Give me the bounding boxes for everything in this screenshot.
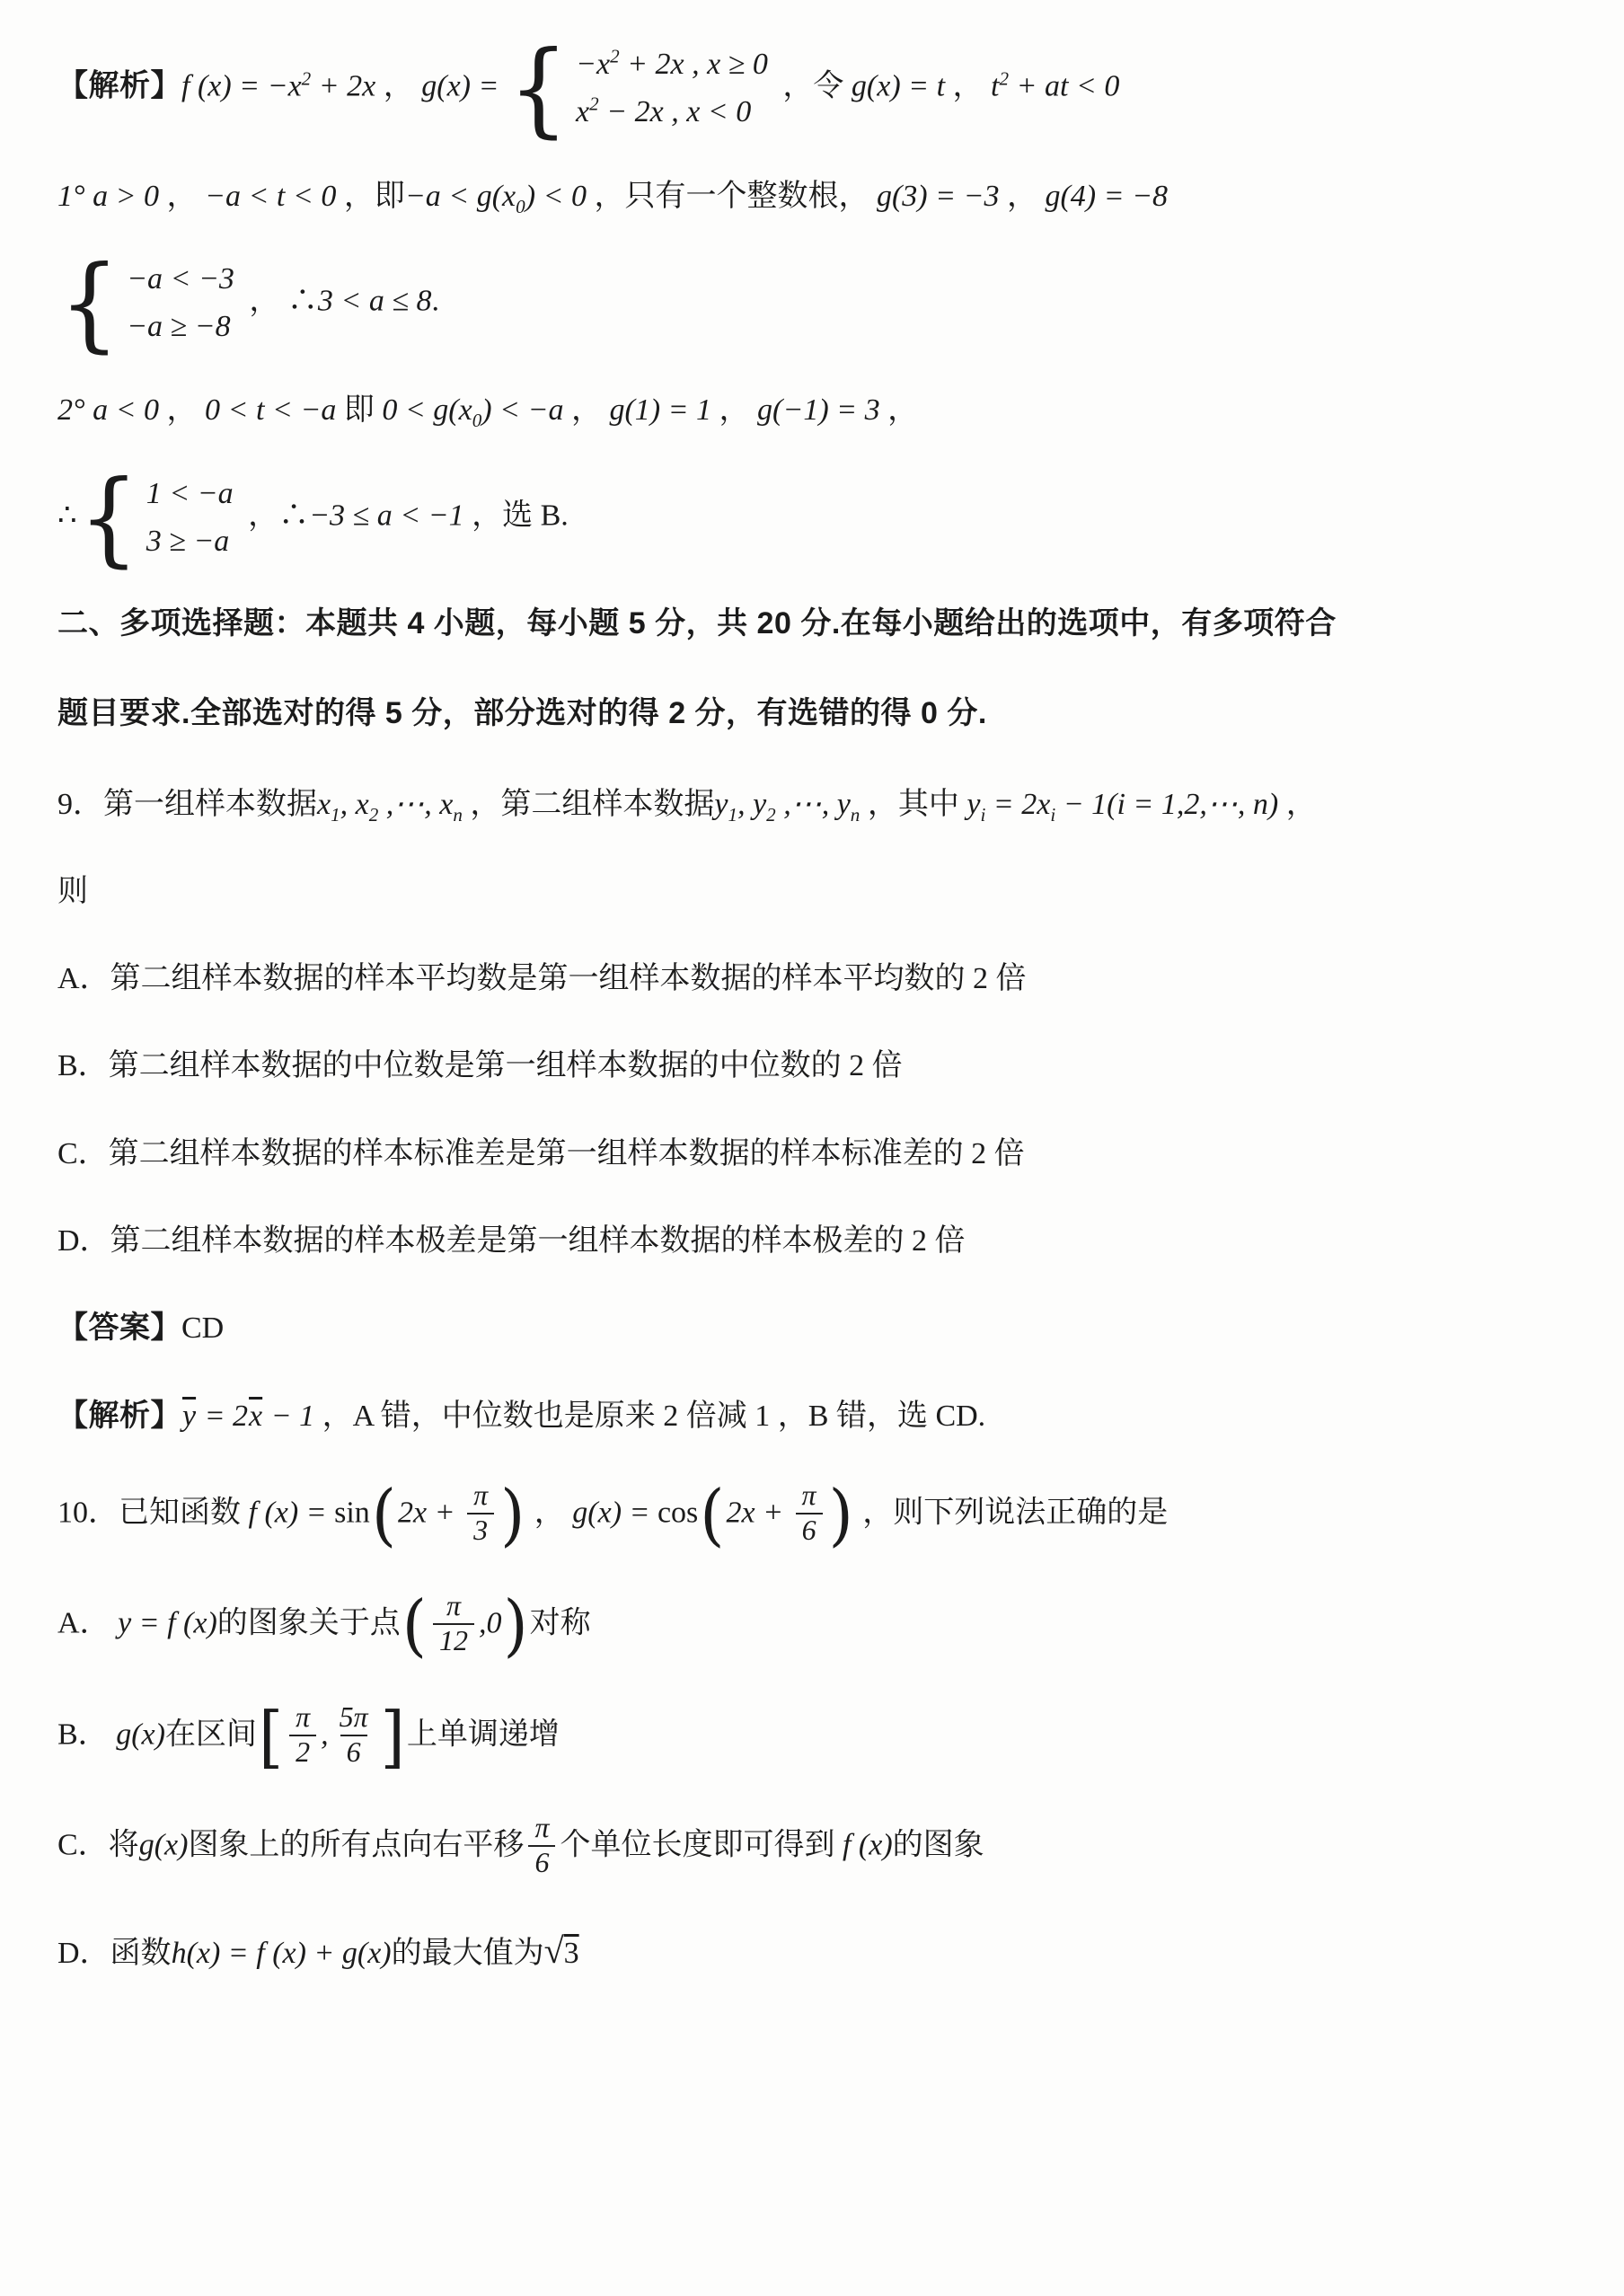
subscript: 0	[472, 410, 482, 432]
math-expression: f (x) = −x	[181, 69, 302, 103]
math-expression: ) < 0	[525, 179, 587, 213]
math-expression: g(3) = −3	[876, 179, 1000, 213]
text-run: D．函数	[57, 1936, 172, 1970]
text-run: B．第二组样本数据的中位数是第一组样本数据的中位数的 2 倍	[57, 1049, 903, 1083]
question-9-option-b	[57, 1044, 1568, 1088]
subscript: 0	[516, 195, 525, 217]
fraction-numerator: π	[534, 1812, 550, 1844]
math-expression: 3 < a ≤ 8	[317, 284, 432, 318]
math-expression: 1° a > 0	[57, 179, 160, 213]
math-expression: −a < −3	[127, 261, 234, 296]
math-expression: −x	[576, 48, 611, 81]
cases-row	[127, 309, 234, 346]
text-run: ，A 错，中位数也是原来 2 倍减 1 ，B 错，选 CD.	[314, 1399, 986, 1433]
section-header-text: 题目要求.全部选对的得 5 分，部分选对的得 2 分，有选错的得 0 分.	[57, 695, 987, 730]
math-expression: 0 < t < −a	[205, 393, 337, 428]
superscript: 2	[589, 93, 599, 115]
text-run: D．第二组样本数据的样本极差是第一组样本数据的样本极差的 2 倍	[57, 1224, 966, 1258]
text-run: 个单位长度即可得到	[560, 1828, 835, 1862]
text-run: 的图象	[892, 1828, 984, 1862]
fraction-denominator: 12	[433, 1623, 474, 1658]
text-run: ，	[945, 69, 992, 103]
math-expression: g(x) =	[572, 1496, 658, 1530]
text-run: 上单调递增	[406, 1718, 560, 1752]
text-run: ，∴	[240, 499, 310, 533]
section-header-text: 二、多项选择题：本题共 4 小题，每小题 5 分，共 20 分.在每小题给出的选项中，有多项符合	[57, 606, 1337, 641]
text-run: ，第二组样本数据	[462, 787, 715, 821]
subscript: 2	[766, 803, 776, 826]
math-expression: x	[576, 94, 590, 128]
math-expression: ) < −a	[481, 393, 564, 428]
question-10-option-c	[57, 1814, 1568, 1881]
question-9-solution-line	[57, 1394, 1568, 1438]
text-run: ，	[159, 393, 206, 428]
radical-sign: √	[543, 1930, 564, 1971]
math-expression: ,⋯, y	[775, 787, 851, 821]
text-run: ，	[159, 179, 206, 213]
math-expression: g(x) =	[421, 69, 507, 103]
fraction-denominator: 2	[289, 1735, 316, 1770]
text-run: 图象上的所有点向右平移	[188, 1828, 525, 1862]
text-run: 即	[336, 393, 383, 428]
math-expression: −a < t < 0	[205, 179, 337, 213]
text-run: ，	[711, 393, 758, 428]
radicand: 3	[563, 1936, 579, 1970]
piecewise-cases	[78, 457, 234, 578]
question-10-option-d	[57, 1925, 1568, 1977]
case-1-line	[57, 174, 1568, 218]
text-run: ，选 B.	[463, 499, 569, 533]
case-1-system-line	[57, 243, 1568, 363]
fraction	[333, 1701, 375, 1769]
math-expression: − 2x , x < 0	[598, 94, 752, 128]
text-run: ，其中	[860, 787, 967, 821]
math-expression: 3 ≥ −a	[146, 524, 230, 558]
piecewise-cases	[508, 29, 768, 148]
fraction	[796, 1479, 823, 1547]
fraction-numerator: π	[473, 1479, 489, 1511]
math-expression: ,⋯, x	[378, 787, 454, 821]
cases-brace: {	[59, 243, 120, 363]
text-run: ，	[563, 393, 610, 428]
math-expression: y	[966, 787, 981, 821]
math-expression: + 2x , x ≥ 0	[619, 48, 768, 81]
question-10-stem-line: 10．已知函数 f (x) = sin(2x + $\frac{\pi}{3}$ ) ， g(x) = cos(2x + $\frac{\pi}{6}$ ) ，则下列说法正确的是	[57, 1475, 1169, 1554]
label-analysis: 【解析】	[57, 68, 181, 103]
math-expression: 2x +	[398, 1496, 463, 1530]
fraction-numerator: π	[446, 1590, 461, 1622]
cases-rows	[146, 476, 234, 561]
question-9-option-d	[57, 1219, 1568, 1263]
question-10-option-a: A． y = f (x)的图象关于点( $\frac{\pi}{12}$ ,0)对称	[57, 1585, 591, 1665]
text-run: ，只有一个整数根，	[586, 179, 877, 213]
overline-variable: $\overline{y}$	[182, 1399, 197, 1433]
subscript: n	[850, 803, 861, 826]
cases-brace: {	[508, 29, 569, 148]
fraction-denominator: 6	[796, 1513, 823, 1548]
cases-row	[576, 94, 768, 131]
subscript: 2	[368, 803, 379, 826]
math-expression: g(x) = t	[851, 69, 946, 103]
overline-variable: $\overline{x}$	[249, 1399, 263, 1433]
cases-brace: {	[78, 457, 139, 578]
text-run: C．第二组样本数据的样本标准差是第一组样本数据的样本标准差的 2 倍	[57, 1136, 1025, 1170]
subscript: 1	[331, 803, 340, 826]
math-expression: − 1	[263, 1399, 315, 1433]
text-run: B．	[57, 1718, 117, 1752]
math-expression: x	[317, 787, 331, 821]
fraction	[433, 1590, 474, 1657]
text-run: 10．已知函数	[57, 1496, 241, 1530]
superscript: 2	[610, 45, 620, 67]
cases-rows	[576, 47, 768, 131]
label-answer: 【答案】	[57, 1311, 181, 1346]
solution-8-line	[57, 29, 1568, 148]
fraction-denominator: 6	[528, 1845, 555, 1880]
math-expression: −3 ≤ a < −1	[309, 499, 464, 533]
text-run: ，	[526, 1496, 573, 1530]
math-expression: g(−1) = 3	[757, 393, 880, 428]
math-expression: −a < g(x	[404, 179, 516, 213]
math-expression: f (x) =	[241, 1496, 335, 1530]
math-expression: ,	[321, 1718, 329, 1752]
text-run: 9．第一组样本数据	[57, 787, 317, 821]
label-analysis: 【解析】	[57, 1398, 181, 1433]
subscript: i	[1050, 803, 1056, 826]
answer-value: CD	[181, 1311, 225, 1346]
fraction	[289, 1701, 316, 1769]
question-9-then-line	[57, 870, 1568, 914]
text-run: 的最大值为	[391, 1936, 544, 1970]
text-run: ，	[375, 69, 422, 103]
fraction-numerator: π	[296, 1700, 311, 1733]
text-run: 在区间	[164, 1718, 257, 1752]
math-expression: y	[714, 787, 728, 821]
square-root-expression	[543, 1930, 579, 1971]
question-9-option-a	[57, 957, 1568, 1001]
question-9-option-c	[57, 1132, 1568, 1176]
math-expression: 0 < g(x	[382, 393, 472, 428]
text-run: ，则下列说法正确的是	[854, 1496, 1169, 1530]
math-expression: g(x)	[138, 1828, 189, 1862]
question-9-stem-line	[57, 782, 1568, 826]
roman-text: cos	[657, 1496, 699, 1530]
fraction-denominator: 6	[340, 1735, 367, 1770]
math-expression: g(x)	[116, 1718, 165, 1752]
math-expression: −a ≥ −8	[127, 309, 231, 343]
cases-row	[576, 47, 768, 84]
cases-row	[146, 524, 234, 561]
case-2-system-line	[57, 457, 1568, 578]
math-expression: t	[991, 69, 1000, 103]
question-10-option-b: B． g(x)在区间[ $\frac{\pi}{2}$ , $\frac{5\pi}{6}$ ]上单调递增	[57, 1697, 560, 1776]
math-expression: + 2x	[311, 69, 376, 103]
math-expression: 1 < −a	[146, 476, 234, 510]
math-expression: ,0	[478, 1606, 502, 1640]
fraction-numerator: 5π	[339, 1700, 368, 1733]
text-run: A．	[57, 1606, 119, 1640]
math-expression: 2x +	[726, 1496, 791, 1530]
fraction-numerator: π	[801, 1479, 816, 1511]
text-run: ，即	[336, 179, 405, 213]
cases-row	[146, 476, 234, 513]
fraction	[528, 1812, 555, 1879]
text-run: 对称	[529, 1606, 591, 1640]
math-expression: f (x)	[834, 1828, 893, 1862]
document-body	[57, 29, 1568, 1977]
fraction-denominator: 3	[467, 1513, 494, 1548]
subscript: n	[453, 803, 463, 826]
text-run: ，	[1278, 787, 1317, 821]
math-expression: 2° a < 0	[57, 393, 160, 428]
question-9-answer-line	[57, 1306, 1568, 1350]
text-run: 则	[57, 874, 88, 908]
subscript: i	[980, 803, 986, 826]
text-run: 的图象关于点	[216, 1606, 401, 1640]
math-expression: + at < 0	[1009, 69, 1120, 103]
text-run: C．将	[57, 1828, 139, 1862]
math-expression: = 2x	[985, 787, 1051, 821]
text-run: ∴	[57, 499, 77, 533]
superscript: 2	[301, 67, 312, 90]
section-2-header-line-1	[57, 603, 1568, 646]
text-run: ，	[999, 179, 1046, 213]
section-2-header-line-2	[57, 693, 1568, 736]
math-expression: = 2	[197, 1399, 249, 1433]
subscript: 1	[728, 803, 738, 826]
cases-rows	[127, 261, 234, 346]
math-expression: g(1) = 1	[609, 393, 712, 428]
roman-text: sin	[334, 1496, 370, 1530]
math-expression: y = f (x)	[118, 1606, 217, 1640]
fraction	[467, 1479, 494, 1547]
math-expression: , y	[737, 787, 767, 821]
cases-row	[127, 261, 234, 298]
text-run: ，	[879, 393, 919, 428]
math-expression: , x	[340, 787, 369, 821]
superscript: 2	[999, 67, 1010, 90]
case-2-line	[57, 388, 1568, 432]
math-expression: h(x) = f (x) + g(x)	[171, 1936, 392, 1970]
math-expression: g(4) = −8	[1045, 179, 1169, 213]
text-run: A．第二组样本数据的样本平均数是第一组样本数据的样本平均数的 2 倍	[57, 962, 1027, 996]
text-run: ， ∴	[241, 284, 318, 318]
math-expression: − 1(i = 1,2,⋯, n)	[1055, 787, 1279, 821]
text-run: .	[431, 284, 440, 318]
piecewise-cases	[59, 243, 234, 363]
text-run: ，令	[774, 69, 852, 103]
